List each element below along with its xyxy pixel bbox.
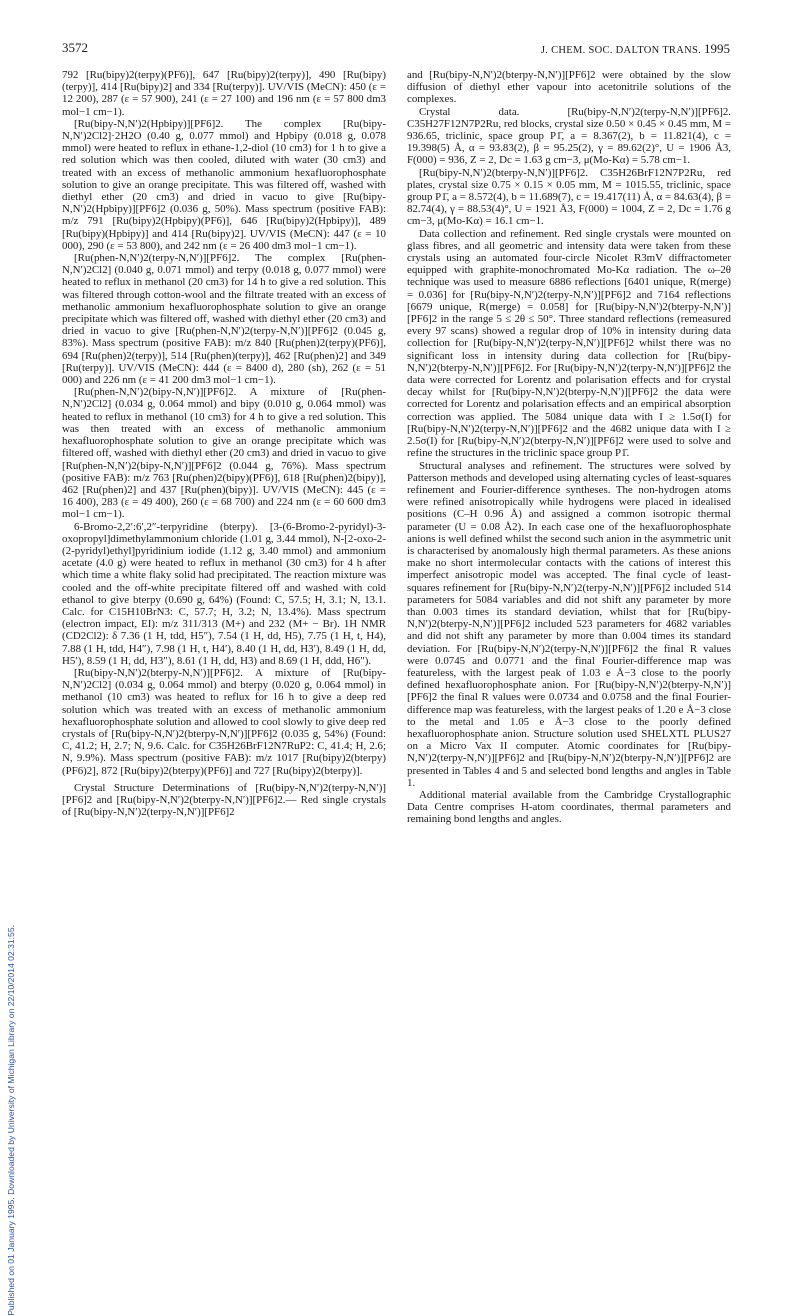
journal-name: J. CHEM. SOC. DALTON TRANS. [540,45,702,56]
paragraph-ms-continuation: 792 [Ru(bipy)2(terpy)(PF6)], 647 [Ru(bipy)2(terpy)], 490 [Ru(bipy)(terpy)], 414 [Ru(bipy)2] and 334 [Ru(terpy)]. UV/VIS (MeCN): 450 (ε = 12 200), 287 (ε = 57 900), 241 (ε = 27 100) and 196 nm (ε = 57 800 dm3 mol−1 cm−1). [62,69,386,118]
running-head [541,41,730,57]
paragraph-hpbipy-synthesis: [Ru(bipy-N,N′)2(Hpbipy)][PF6]2. The complex [Ru(bipy-N,N′)2Cl2]·2H2O (0.40 g, 0.077 mmol) and Hpbipy (0.018 g, 0.078 mmol) were heated to reflux in ethane-1,2-diol (10 cm3) for 1 h to give a red solution which was then cooled, diluted with water (30 cm3) and treated with an excess of methanolic ammonium hexafluorophosphate solution to give an orange precipitate. This was filtered off, washed with diethyl ether (20 cm3) and dried in vacuo to give [Ru(bipy-N,N′)2(Hpbipy)][PF6]2 (0.036 g, 50%). Mass spectrum (positive FAB): m/z 791 [Ru(bipy)2(Hpbipy)(PF6)], 646 [Ru(bipy)2(Hpbipy)], 489 [Ru(bipy)(Hpbipy)] and 414 [Ru(bipy)2]. UV/VIS (MeCN): 447 (ε = 10 000), 290 (ε = 53 800), and 242 nm (ε = 26 400 dm3 mol−1 cm−1). [62,117,386,252]
download-provenance-note[interactable]: Published on 01 January 1995. Downloaded by University of Michigan Library on 22/10/2014 02:31:55. [6,925,16,1316]
paragraph-bipy-bterpy-synthesis: [Ru(bipy-N,N′)2(bterpy-N,N′)][PF6]2. A mixture of [Ru(bipy-N,N′)2Cl2] (0.034 g, 0.064 mmol) and bterpy (0.020 g, 0.064 mmol) in methanol (10 cm3) was heated to reflux for 16 h to give a deep red solution which was treated with an excess of methanolic ammonium hexafluorophosphate solution and allowed to cool slowly to give deep red crystals of [Ru(bipy-N,N′)2(bterpy-N,N′)][PF6]2 (0.035 g, 54%) (Found: C, 41.2; H, 2.7; N, 9.6. Calc. for C35H26BrF12N7RuP2: C, 41.4; H, 2.6; N, 9.9%). Mass spectrum (positive FAB): m/z 1017 [Ru(bipy)2(bterpy)(PF6)2], 872 [Ru(bipy)2(bterpy)(PF6)] and 727 [Ru(bipy)2(bterpy)]. [62,666,386,777]
paragraph-phen-bipy-synthesis: [Ru(phen-N,N′)2(bipy-N,N′)][PF6]2. A mixture of [Ru(phen-N,N′)2Cl2] (0.034 g, 0.064 mmol) and bipy (0.010 g, 0.064 mmol) was heated to reflux in methanol (10 cm3) for 4 h to give a red solution. This was then treated with an excess of methanolic ammonium hexafluorophosphate solution to give an orange precipitate which was filtered off, washed with diethyl ether (20 cm3) and dried in vacuo to give [Ru(phen-N,N′)2(bipy-N,N′)][PF6]2 (0.044 g, 76%). Mass spectrum (positive FAB): m/z 763 [Ru(phen)2(bipy)(PF6)], 618 [Ru(phen)2(bipy)], 462 [Ru(phen)2] and 437 [Ru(phen)(bipy)]. UV/VIS (MeCN): 445 (ε = 16 400), 283 (ε = 49 400), 260 (ε = 68 700) and 224 nm (ε = 60 600 dm3 mol−1 cm−1). [62,386,386,521]
paragraph-crystal-continuation: and [Ru(bipy-N,N′)2(bterpy-N,N′)][PF6]2 were obtained by the slow diffusion of diethyl ether vapour into acetonitrile solutions of the complexes. [407,69,731,106]
right-column [407,69,731,1119]
journal-year: 1995 [704,41,730,56]
paragraph-crystal-data-terpy: Crystal data. [Ru(bipy-N,N′)2(terpy-N,N′)][PF6]2. C35H27F12N7P2Ru, red blocks, crystal size 0.50 × 0.45 × 0.45 mm, M = 936.65, triclinic, space group P1̄, a = 8.367(2), b = 11.821(4), c = 19.398(5) Å, α = 93.83(2), β = 95.25(2), γ = 89.62(2)°, U = 1906 Å3, F(000) = 936, Z = 2, Dc = 1.63 g cm−3, μ(Mo-Kα) = 5.78 cm−1. [407,105,731,167]
paragraph-additional-material: Additional material available from the Cambridge Crystallographic Data Centre comprises H-atom coordinates, thermal parameters and remaining bond lengths and angles. [407,788,731,826]
paragraph-data-collection: Data collection and refinement. Red single crystals were mounted on glass fibres, and all geometric and intensity data were taken from these crystals using an automated four-circle Nicolet R3mV diffractometer equipped with graphite-monochromated Mo-Kα radiation. The ω–2θ technique was used to measure 6886 reflections [6401 unique, R(merge) = 0.036] for [Ru(bipy-N,N′)2(terpy-N,N′)][PF6]2 and 7164 reflections [6679 unique, R(merge) = 0.058] for [Ru(bipy-N,N′)2(bterpy-N,N′)][PF6]2 in the range 5 ≤ 2θ ≤ 50°. Three standard reflections (remeasured every 97 scans) showed a regular drop of 10% in intensity during data collection for [Ru(bipy-N,N′)2(terpy-N,N′)][PF6]2 whilst there was no significant loss in intensity during data collection for [Ru(bipy-N,N′)2(bterpy-N,N′)][PF6]2. For [Ru(bipy-N,N′)2(terpy-N,N′)][PF6]2 the data were corrected for Lorentz and polarisation effects and for crystal decay whilst for [Ru(bipy-N,N′)2(bterpy-N,N′)][PF6]2 the data were corrected for Lorentz and polarisation effects and an empirical absorption correction was applied. The 5084 unique data with I ≥ 1.5σ(I) for [Ru(bipy-N,N′)2(terpy-N,N′)][PF6]2 and the 4682 unique data with I ≥ 2.5σ(I) for [Ru(bipy-N,N′)2(bterpy-N,N′)][PF6]2 were used to solve and refine the structures in the triclinic space group P1̄. [407,227,731,460]
paragraph-structural-analyses: Structural analyses and refinement. The structures were solved by Patterson methods and developed using alternating cycles of least-squares refinement and Fourier-difference syntheses. The non-hydrogen atoms were refined anisotropically while hydrogens were placed in idealised positions (C–H 0.96 Å) and assigned a common isotropic thermal parameter (U = 0.08 Å2). In each case one of the hexafluorophosphate anions is well defined whilst the second such anion in the asymmetric unit is characterised by anomalously high thermal parameters. As these anions make no short intermolecular contacts with the cations of interest this imperfect anisotropic model was accepted. The final cycle of least-squares refinement for [Ru(bipy-N,N′)2(terpy-N,N′)][PF6]2 included 514 parameters for 5084 variables and did not shift any parameter by more than 0.003 times its standard deviation, whilst that for [Ru(bipy-N,N′)2(bterpy-N,N′)][PF6]2 included 523 parameters for 4682 variables and did not shift any parameter by more than 0.004 times its standard deviation. For [Ru(bipy-N,N′)2(terpy-N,N′)][PF6]2 the final R values were 0.0745 and 0.0771 and the final Fourier-difference map was featureless, with the largest peak of 1.03 e Å−3 close to the poorly defined hexafluorophosphate anion. For [Ru(bipy-N,N′)2(bterpy-N,N′)][PF6]2 the final R values were 0.0734 and 0.0758 and the final Fourier-difference map was featureless, with the largest peaks of 1.20 e Å−3 close to the metal and 1.05 e Å−3 close to the poorly defined hexafluorophosphate anion. Structure solution used SHELXTL PLUS27 on a Micro Vax II computer. Atomic coordinates for [Ru(bipy-N,N′)2(terpy-N,N′)][PF6]2 and [Ru(bipy-N,N′)2(bterpy-N,N′)][PF6]2 are presented in Tables 4 and 5 and selected bond lengths and angles in Table 1. [407,459,731,789]
paragraph-bterpy-synthesis: 6-Bromo-2,2′:6′,2″-terpyridine (bterpy). [3-(6-Bromo-2-pyridyl)-3-oxopropyl]dimethylammonium chloride (1.01 g, 3.44 mmol), N-[2-oxo-2-(2-pyridyl)ethyl]pyridinium iodide (1.12 g, 3.40 mmol) and ammonium acetate (4.0 g) were heated to reflux in methanol (30 cm3) for 4 h after which time a white flaky solid had precipitated. The reaction mixture was cooled and the off-white precipitate filtered off and washed with cold ethanol to give bterpy (0.690 g, 64%) (Found: C, 57.5; H, 3.1; N, 13.1. Calc. for C15H10BrN3: C, 57.7; H, 3.2; N, 13.4%). Mass spectrum (electron impact, EI): m/z 311/313 (M+) and 232 (M+ − Br). 1H NMR (CD2Cl2): δ 7.36 (1 H, tdd, H5″), 7.54 (1 H, dd, H5), 7.75 (1 H, t, H4), 7.88 (1 H, tdd, H4″), 7.98 (1 H, t, H4′), 8.40 (1 H, dd, H3′), 8.49 (1 H, dd, H5′), 8.59 (1 H, dd, H3″), 8.61 (1 H, dd, H3) and 8.69 (1 H, ddd, H6″). [62,520,386,667]
page-number: 3572 [62,40,88,55]
paragraph-crystal-data-bterpy: [Ru(bipy-N,N′)2(bterpy-N,N′)][PF6]2. C35H26BrF12N7P2Ru, red plates, crystal size 0.75 × 0.15 × 0.05 mm, M = 1015.55, triclinic, space group P1̄, a = 8.572(4), b = 11.689(7), c = 19.417(11) Å, α = 84.63(4), β = 82.74(4), γ = 88.53(4)°, U = 1921 Å3, F(000) = 1004, Z = 2, Dc = 1.76 g cm−3, μ(Mo-Kα) = 16.1 cm−1. [407,166,731,228]
section-heading-crystal-structure: Crystal Structure Determinations of [Ru(bipy-N,N′)2(terpy-N,N′)][PF6]2 and [Ru(bipy-N,N′)2(bterpy-N,N′)][PF6]2.— Red single crystals of [Ru(bipy-N,N′)2(terpy-N,N′)][PF6]2 [62,781,386,819]
paragraph-phen-terpy-synthesis: [Ru(phen-N,N′)2(terpy-N,N′)][PF6]2. The complex [Ru(phen-N,N′)2Cl2] (0.040 g, 0.071 mmol) and terpy (0.018 g, 0.077 mmol) were heated to reflux in methanol (20 cm3) for 14 h to give a red solution. This was filtered through cotton-wool and the filtrate treated with an excess of methanolic ammonium hexafluorophosphate solution to give an orange precipitate which was filtered off, washed with diethyl ether (20 cm3) and dried in vacuo to give [Ru(phen-N,N′)2(terpy-N,N′)][PF6]2 (0.045 g, 83%). Mass spectrum (positive FAB): m/z 840 [Ru(phen)2(terpy)(PF6)], 694 [Ru(phen)2(terpy)], 514 [Ru(phen)(terpy)], 462 [Ru(phen)2] and 349 [Ru(terpy)]. UV/VIS (MeCN): 444 (ε = 8400 d), 280 (sh), 262 (ε = 51 000) and 226 nm (ε = 41 200 dm3 mol−1 cm−1). [62,252,386,387]
left-column [62,69,386,1119]
